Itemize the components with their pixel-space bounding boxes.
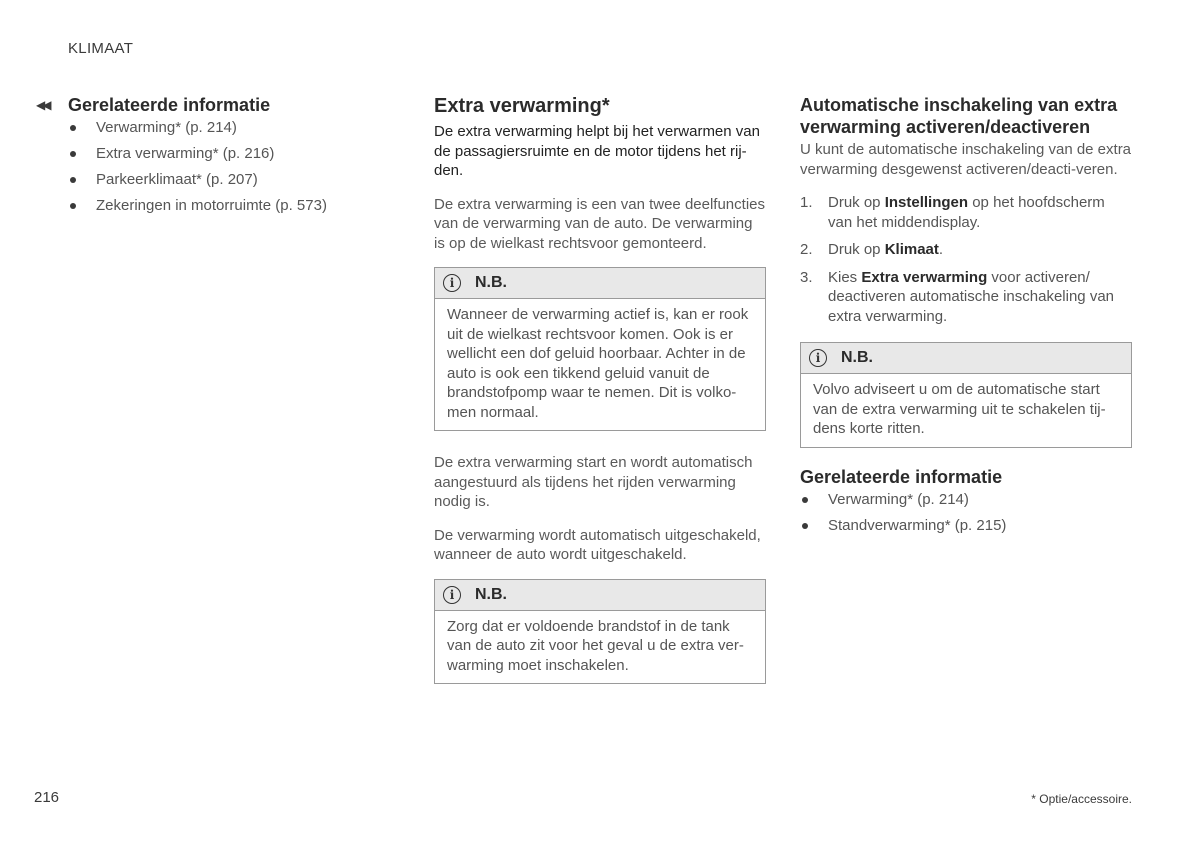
note-label: N.B. xyxy=(841,349,873,366)
steps-list xyxy=(800,193,1132,326)
step-item: 2. Druk op Klimaat. xyxy=(800,241,944,258)
bullet-icon xyxy=(70,203,76,209)
bullet-icon xyxy=(802,523,808,529)
note-box xyxy=(434,579,766,685)
bullet-icon xyxy=(70,151,76,157)
bullet-icon xyxy=(802,497,808,503)
step-number: 3. xyxy=(800,268,813,286)
bullet-icon xyxy=(70,177,76,183)
note-header xyxy=(435,268,765,299)
note-box xyxy=(800,342,1132,448)
right-column xyxy=(800,94,1132,542)
info-circle-icon: i xyxy=(443,586,461,604)
middle-column xyxy=(434,94,766,706)
related-link[interactable]: Verwarming* (p. 214) xyxy=(800,490,1132,510)
note-text: Volvo adviseert u om de automatische start van de extra verwarming uit te schakelen tij-dens korte ritten. xyxy=(813,381,1106,437)
step-item: 1. Druk op Instellingen op het hoofdscherm van het middendisplay. xyxy=(800,194,1105,231)
subsection-title: Automatische inschakeling van extra verwarming activeren/deactiveren xyxy=(800,95,1118,137)
double-chevron-left-icon[interactable]: ◀◀ xyxy=(36,98,49,112)
note-box xyxy=(434,267,766,431)
related-link[interactable]: Extra verwarming* (p. 216) xyxy=(68,144,366,164)
note-text: Zorg dat er voldoende brandstof in de tank van de auto zit voor het geval u de extra ver-warming moet inschakelen. xyxy=(447,617,744,674)
related-links-list xyxy=(800,490,1132,536)
section-header: KLIMAAT xyxy=(68,40,134,57)
page-number: 216 xyxy=(34,789,60,806)
ui-term: Instellingen xyxy=(884,194,969,211)
related-info-heading xyxy=(36,94,366,116)
related-link[interactable]: Standverwarming* (p. 215) xyxy=(800,516,1132,536)
article-paragraph: De extra verwarming start en wordt automatisch aangestuurd als tijdens het rijden verwarming nodig is. xyxy=(434,454,753,510)
footnote: * Optie/accessoire. xyxy=(1031,792,1132,806)
bullet-icon xyxy=(70,125,76,131)
note-label: N.B. xyxy=(475,585,507,603)
related-link[interactable]: Verwarming* (p. 214) xyxy=(68,118,366,138)
info-circle-icon: i xyxy=(443,274,461,292)
subsection-intro: U kunt de automatische inschakeling van de extra verwarming desgewenst activeren/deacti-veren. xyxy=(800,141,1132,178)
article-lead: De extra verwarming helpt bij het verwarmen van de passagiersruimte en de motor tijdens het rij-den. xyxy=(434,123,760,179)
related-links-list xyxy=(68,118,366,216)
info-circle-icon: i xyxy=(809,349,827,367)
related-link[interactable]: Parkeerklimaat* (p. 207) xyxy=(68,170,366,190)
ui-term: Klimaat xyxy=(884,241,939,258)
ui-term: Extra verwarming xyxy=(861,268,988,286)
related-info-title: Gerelateerde informatie xyxy=(800,466,1003,487)
step-item: 3. Kies Extra verwarming voor activeren/ deactiveren automatische inschakeling van extra verwarming. xyxy=(800,268,1115,325)
related-info-title: Gerelateerde informatie xyxy=(68,95,271,115)
note-text: Wanneer de verwarming actief is, kan er rook uit de wielkast rechtsvoor komen. Ook is er wellicht een dof geluid hoorbaar. Achter in de auto is ook een tikkend geluid vanuit de brandstofpomp waar te nemen. Dit is volko-men normaal. xyxy=(447,306,749,421)
article-title: Extra verwarming* xyxy=(434,95,610,117)
step-number: 1. xyxy=(800,194,813,211)
note-label: N.B. xyxy=(475,274,507,291)
related-link[interactable]: Zekeringen in motorruimte (p. 573) xyxy=(68,196,366,216)
article-paragraph: De extra verwarming is een van twee deelfuncties van de verwarming van de auto. De verwarming is op de wielkast rechtsvoor gemonteerd. xyxy=(434,195,765,252)
left-column xyxy=(36,94,366,222)
step-number: 2. xyxy=(800,241,813,258)
note-header xyxy=(435,580,765,611)
note-header xyxy=(801,343,1131,374)
article-paragraph: De verwarming wordt automatisch uitgeschakeld, wanneer de auto wordt uitgeschakeld. xyxy=(434,526,761,563)
